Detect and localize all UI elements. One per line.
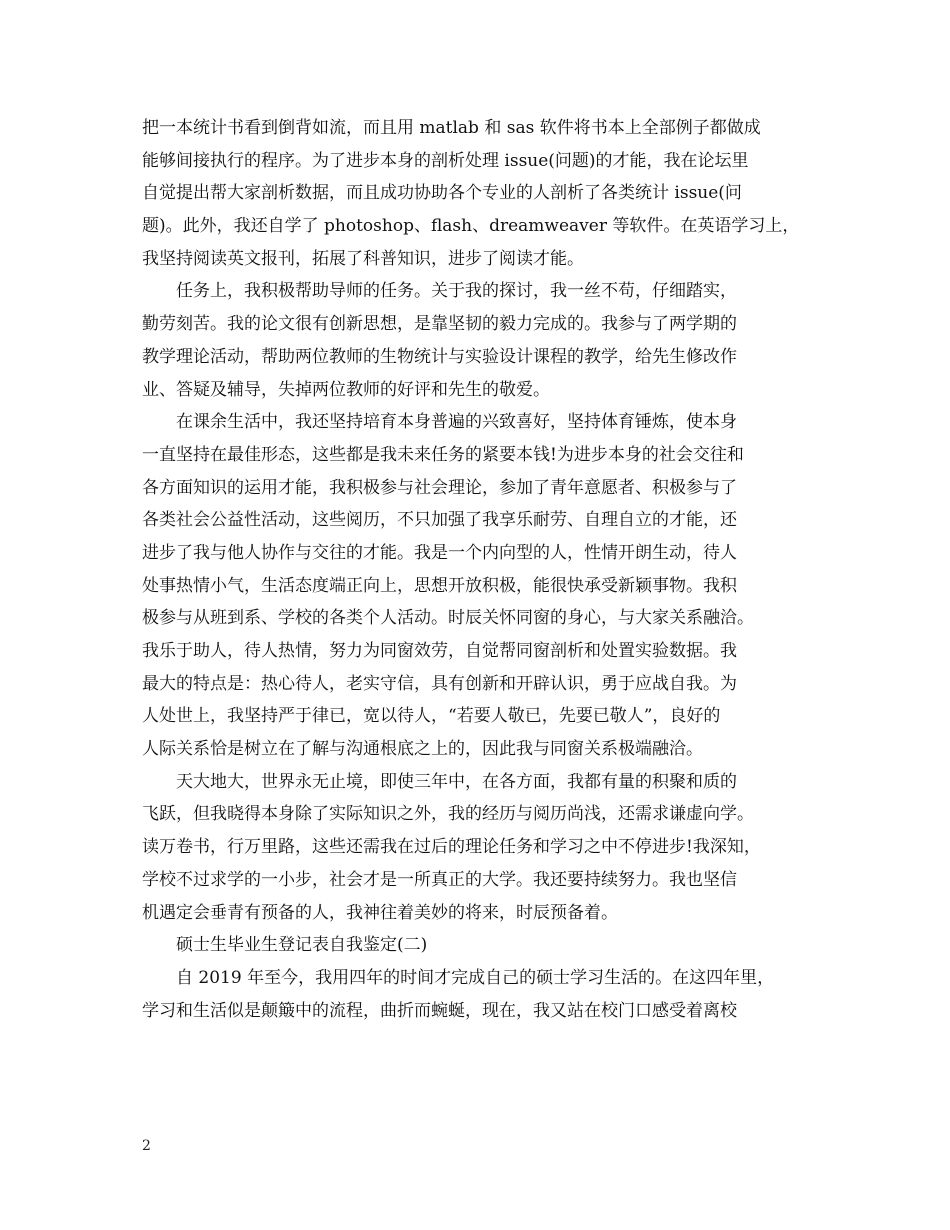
text-line: 自 2019 年至今，我用四年的时间才完成自己的硕士学习生活的。在这四年里，	[176, 967, 775, 988]
text-line: 人处世上，我坚持严于律已，宽以待人，“若要人敬已，先要已敬人”，良好的	[142, 706, 721, 727]
text-line: 处事热情小气，生活态度端正向上，思想开放积极，能很快承受新颖事物。我积	[142, 575, 737, 596]
document-body	[142, 112, 812, 1027]
text-line: 勤劳刻苦。我的论文很有创新思想，是靠坚韧的毅力完成的。我参与了两学期的	[142, 314, 737, 335]
text-line: 一直坚持在最佳形态，这些都是我未来任务的紧要本钱!为进步本身的社会交往和	[142, 444, 744, 465]
text-line: 各类社会公益性活动，这些阅历，不只加强了我享乐耐劳、自理自立的才能，还	[142, 510, 737, 531]
text-line: 各方面知识的运用才能，我积极参与社会理论，参加了青年意愿者、积极参与了	[142, 477, 737, 498]
text-line: 把一本统计书看到倒背如流，而且用 matlab 和 sas 软件将书本上全部例子都做成	[142, 118, 761, 138]
text-line: 业、答疑及辅导，失掉两位教师的好评和先生的敬爱。	[142, 379, 550, 400]
text-line: 天大地大，世界永无止境，即使三年中，在各方面，我都有量的积聚和质的	[176, 771, 737, 792]
text-line: 最大的特点是：热心待人，老实守信，具有创新和开辟认识，勇于应战自我。为	[142, 673, 737, 694]
text-line: 我坚持阅读英文报刊，拓展了科普知识，进步了阅读才能。	[142, 248, 584, 269]
text-line: 能够间接执行的程序。为了进步本身的剖析处理 issue(问题)的才能，我在论坛里	[142, 150, 749, 171]
text-line: 学习和生活似是颠簸中的流程，曲折而蜿蜒，现在，我又站在校门口感受着离校	[142, 1000, 737, 1021]
text-line: 我乐于助人，待人热情，努力为同窗效劳，自觉帮同窗剖析和处置实验数据。我	[142, 641, 737, 661]
page-number: 2	[142, 1138, 151, 1154]
text-line: 自觉提出帮大家剖析数据，而且成功协助各个专业的人剖析了各类统计 issue(问	[142, 183, 742, 204]
text-line: 题)。此外，我还自学了 photoshop、flash、dreamweaver 等软件。在英语学习上，	[142, 216, 800, 237]
text-line: 学校不过求学的一小步，社会才是一所真正的大学。我还要持续努力。我也坚信	[142, 869, 737, 890]
text-line: 教学理论活动，帮助两位教师的生物统计与实验设计课程的教学，给先生修改作	[142, 346, 737, 367]
text-line: 读万卷书，行万里路，这些还需我在过后的理论任务和学习之中不停进步!我深知，	[142, 837, 761, 858]
text-line: 极参与从班到系、学校的各类个人活动。时辰关怀同窗的身心，与大家关系融洽。	[142, 608, 754, 629]
text-line: 机遇定会垂青有预备的人，我神往着美妙的将来，时辰预备着。	[142, 902, 618, 923]
text-line: 飞跃，但我晓得本身除了实际知识之外，我的经历与阅历尚浅，还需求谦虚向学。	[142, 804, 754, 825]
text-line: 在课余生活中，我还坚持培育本身普遍的兴致喜好，坚持体育锤炼，使本身	[176, 412, 737, 433]
text-line: 进步了我与他人协作与交往的才能。我是一个内向型的人，性情开朗生动，待人	[142, 542, 737, 563]
text-line: 人际关系恰是树立在了解与沟通根底之上的，因此我与同窗关系极端融洽。	[142, 739, 703, 760]
text-line: 任务上，我积极帮助导师的任务。关于我的探讨，我一丝不苟，仔细踏实，	[176, 281, 737, 302]
text-line: 硕士生毕业生登记表自我鉴定(二)	[176, 935, 428, 956]
